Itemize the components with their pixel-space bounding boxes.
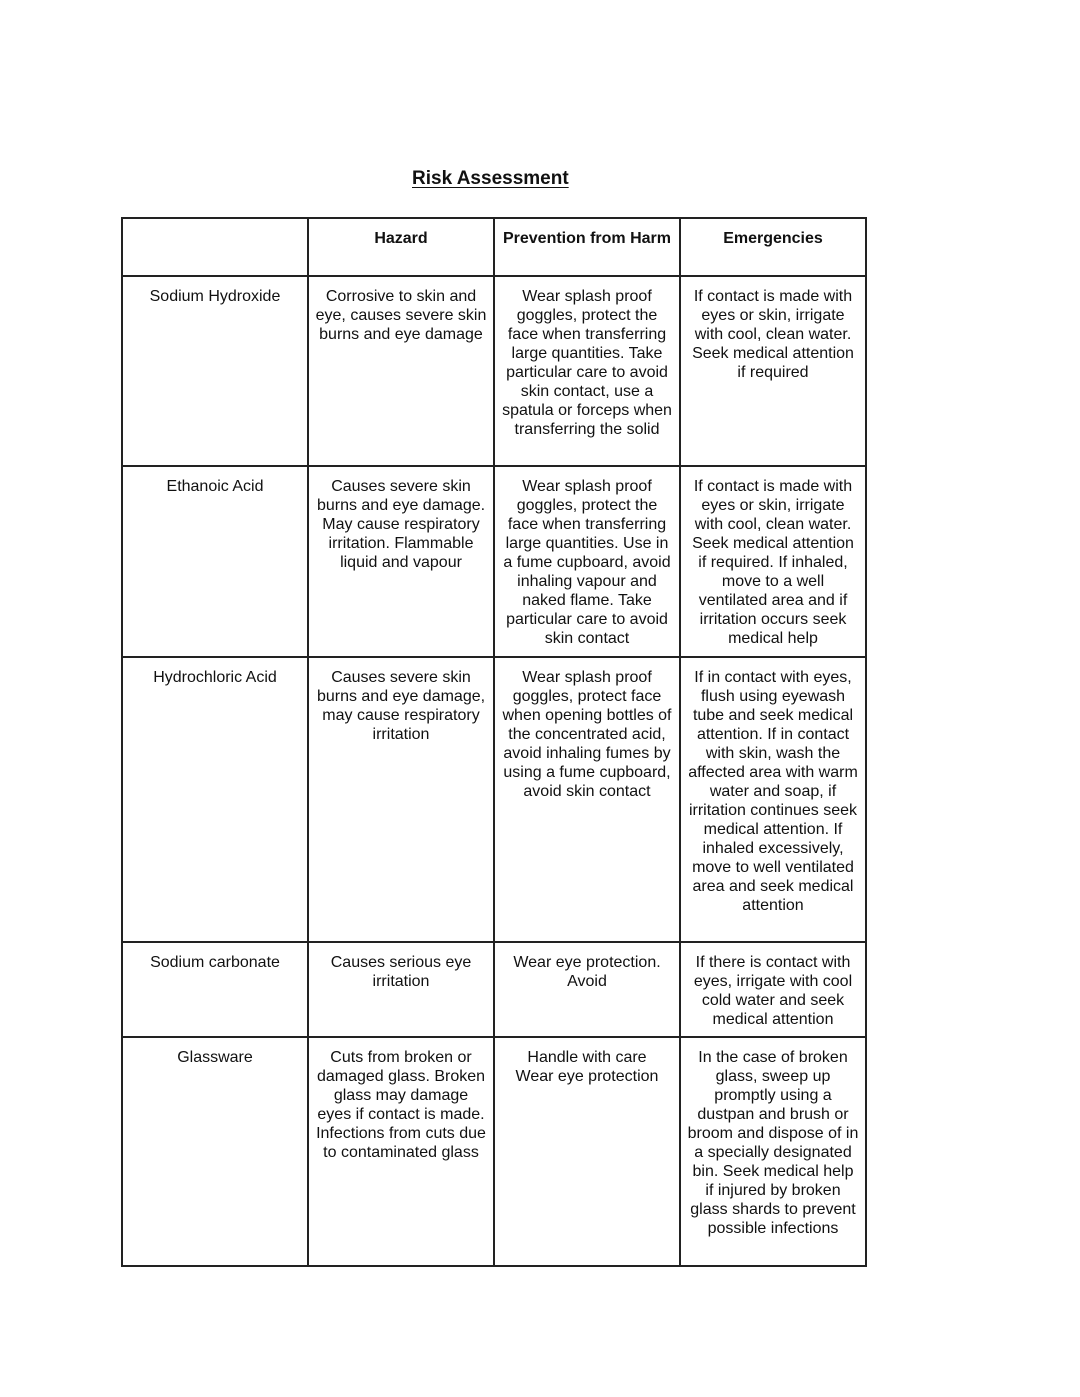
prevention-cell: Wear splash proof goggles, protect the face when transferring large quantities. Take particular care to avoid skin contact, use a spatula or forceps when transferring the solid (494, 276, 680, 466)
table-header-row (122, 218, 866, 276)
emergencies-cell: If there is contact with eyes, irrigate with cool cold water and seek medical attention (680, 942, 866, 1037)
prevention-cell: Wear splash proof goggles, protect the face when transferring large quantities. Use in a fume cupboard, avoid inhaling vapour and naked flame. Take particular care to avoid skin contact (494, 466, 680, 657)
substance-cell: Ethanoic Acid (122, 466, 308, 657)
table-row (122, 466, 866, 657)
hazard-cell: Causes serious eye irritation (308, 942, 494, 1037)
page-title: Risk Assessment (412, 168, 569, 189)
hazard-cell: Causes severe skin burns and eye damage, may cause respiratory irritation (308, 657, 494, 942)
emergencies-cell: In the case of broken glass, sweep up promptly using a dustpan and brush or broom and dispose of in a specially designated bin. Seek medical help if injured by broken glass shards to prevent possible infections (680, 1037, 866, 1266)
emergencies-cell: If contact is made with eyes or skin, irrigate with cool, clean water. Seek medical attention if required. If inhaled, move to a well ventilated area and if irritation occurs seek medical help (680, 466, 866, 657)
prevention-cell: Wear eye protection. Avoid (494, 942, 680, 1037)
table-row (122, 657, 866, 942)
table-row (122, 1037, 866, 1266)
substance-cell: Sodium carbonate (122, 942, 308, 1037)
header-emergencies: Emergencies (680, 218, 866, 276)
prevention-cell: Handle with care Wear eye protection (494, 1037, 680, 1266)
substance-cell: Sodium Hydroxide (122, 276, 308, 466)
risk-assessment-table (121, 217, 867, 1267)
header-substance (122, 218, 308, 276)
substance-cell: Hydrochloric Acid (122, 657, 308, 942)
table-row (122, 276, 866, 466)
hazard-cell: Causes severe skin burns and eye damage. May cause respiratory irritation. Flammable liquid and vapour (308, 466, 494, 657)
emergencies-cell: If contact is made with eyes or skin, irrigate with cool, clean water. Seek medical attention if required (680, 276, 866, 466)
hazard-cell: Cuts from broken or damaged glass. Broken glass may damage eyes if contact is made. Infections from cuts due to contaminated glass (308, 1037, 494, 1266)
emergencies-cell: If in contact with eyes, flush using eyewash tube and seek medical attention. If in contact with skin, wash the affected area with warm water and soap, if irritation continues seek medical attention. If inhaled excessively, move to well ventilated area and seek medical attention (680, 657, 866, 942)
table-row (122, 942, 866, 1037)
substance-cell: Glassware (122, 1037, 308, 1266)
header-prevention: Prevention from Harm (494, 218, 680, 276)
prevention-cell: Wear splash proof goggles, protect face when opening bottles of the concentrated acid, avoid inhaling fumes by using a fume cupboard, avoid skin contact (494, 657, 680, 942)
header-hazard: Hazard (308, 218, 494, 276)
hazard-cell: Corrosive to skin and eye, causes severe skin burns and eye damage (308, 276, 494, 466)
